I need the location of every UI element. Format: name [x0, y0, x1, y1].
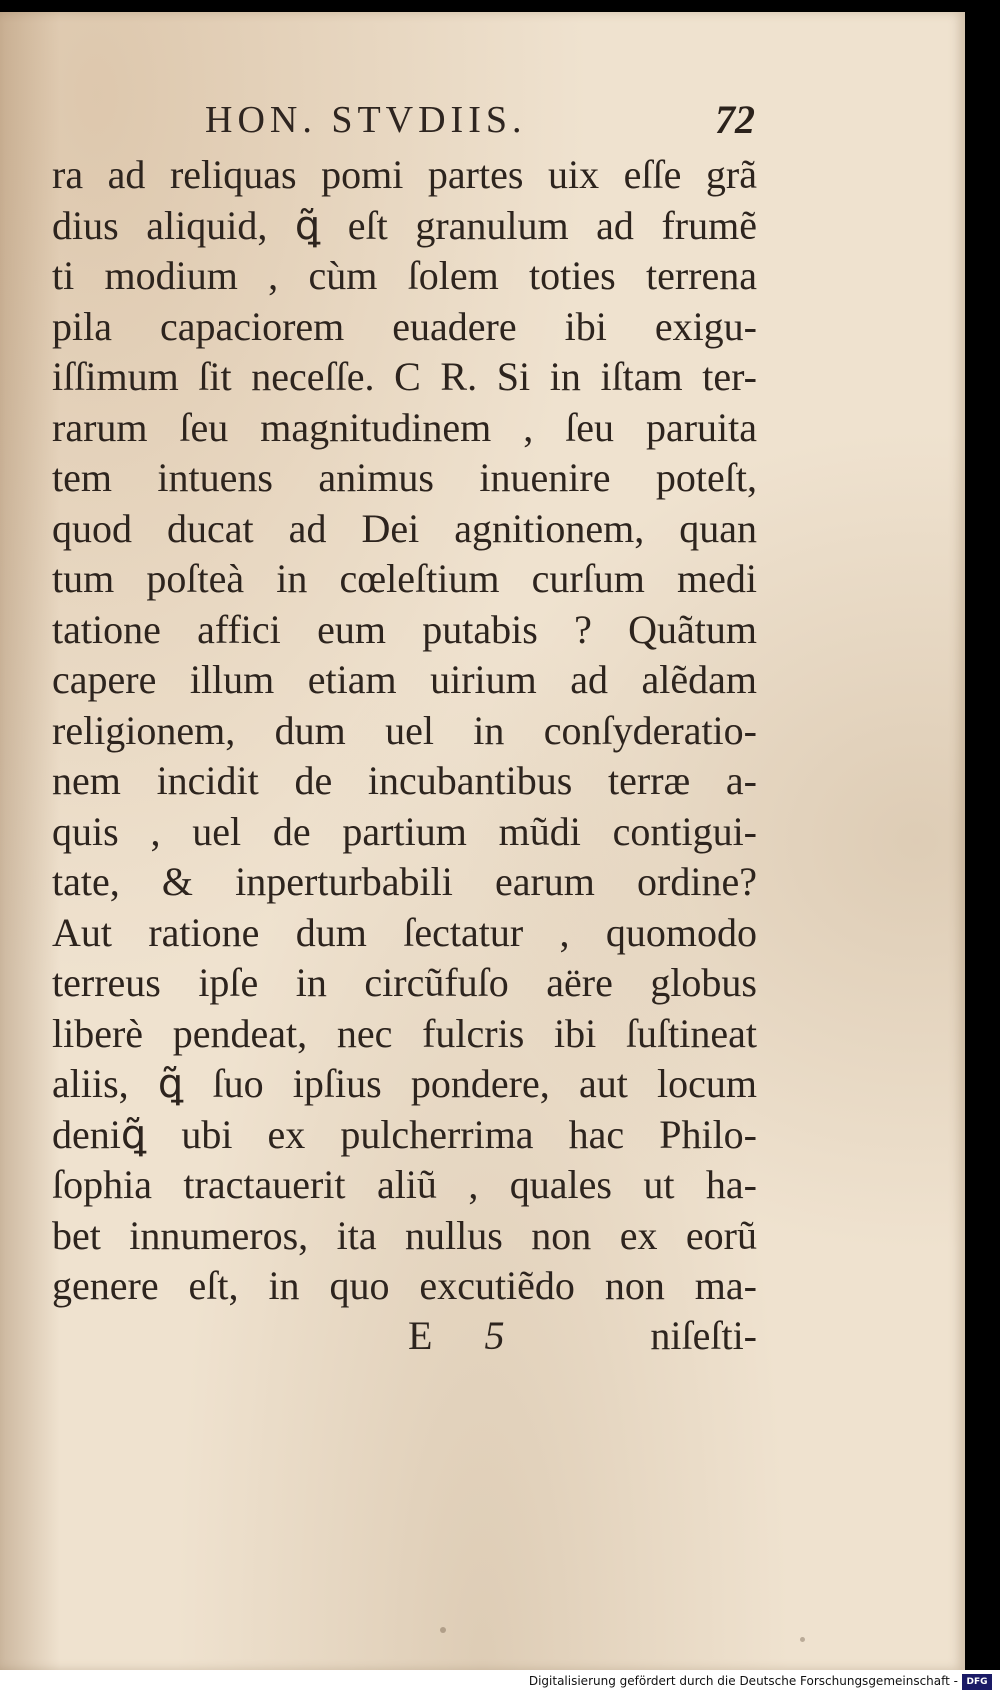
text-line: quis , uel de partium mũdi contigui- [52, 808, 757, 854]
text-line: tatione affici eum putabis ? Quãtum [52, 606, 757, 652]
book-page [0, 12, 965, 1670]
page-number: 72 [715, 97, 755, 142]
text-line: dius aliquid, ꝗ̃ eſt granulum ad frumẽ [52, 202, 757, 248]
body-text [52, 150, 757, 1312]
page-header [205, 98, 755, 146]
signature-number: 5 [484, 1313, 505, 1358]
text-line: terreus ipſe in circũfuſo aëre globus [52, 960, 757, 1005]
text-line: aliis, ꝗ̃ ſuo ipſius pondere, aut locum [52, 1061, 757, 1106]
text-line: liberè pendeat, nec fulcris ibi ſuſtineat [52, 1010, 757, 1056]
text-line: ſophia tractauerit aliũ , quales ut ha- [52, 1162, 757, 1207]
text-line: ti modium , cùm ſolem toties terrena [52, 253, 757, 298]
text-line: quod ducat ad Dei agnitionem, quan [52, 505, 757, 551]
funding-credit: Digitalisierung gefördert durch die Deutsche Forschungsgemeinschaft - [528, 1674, 958, 1688]
digitization-footer [0, 1670, 1000, 1695]
paper-speck [800, 1637, 805, 1642]
catchword: niſeſti- [650, 1313, 757, 1358]
text-line: iſſimum ſit neceſſe. C R. Si in iſtam ter- [52, 354, 757, 399]
signature-letter: E [408, 1313, 433, 1358]
text-line: rarum ſeu magnitudinem , ſeu paruita [52, 404, 757, 450]
text-line: pila capaciorem euadere ibi exigu- [52, 303, 757, 349]
text-line: genere eſt, in quo excutiẽdo non ma- [52, 1263, 757, 1308]
text-line: capere illum etiam uirium ad alẽdam [52, 657, 757, 702]
dfg-logo-icon: DFG [962, 1674, 992, 1690]
text-line: deniꝗ̃ ubi ex pulcherrima hac Philo- [52, 1111, 757, 1157]
paper-speck [440, 1627, 446, 1633]
text-line: ra ad reliquas pomi partes uix eſſe grã [52, 152, 757, 197]
text-line: tum poſteà in cœleſtium curſum medi [52, 556, 757, 601]
signature-mark [408, 1312, 504, 1359]
page-footer [400, 1312, 757, 1362]
text-line: tate, & inperturbabili earum ordine? [52, 859, 757, 904]
text-line: religionem, dum uel in conſyderatio- [52, 707, 757, 753]
text-line: Aut ratione dum ſectatur , quomodo [52, 909, 757, 955]
text-line: nem incidit de incubantibus terræ a- [52, 758, 757, 803]
text-line: bet innumeros, ita nullus non ex eorũ [52, 1212, 757, 1258]
running-head: HON. STVDIIS. [205, 99, 527, 141]
text-line: tem intuens animus inuenire poteſt, [52, 455, 757, 500]
